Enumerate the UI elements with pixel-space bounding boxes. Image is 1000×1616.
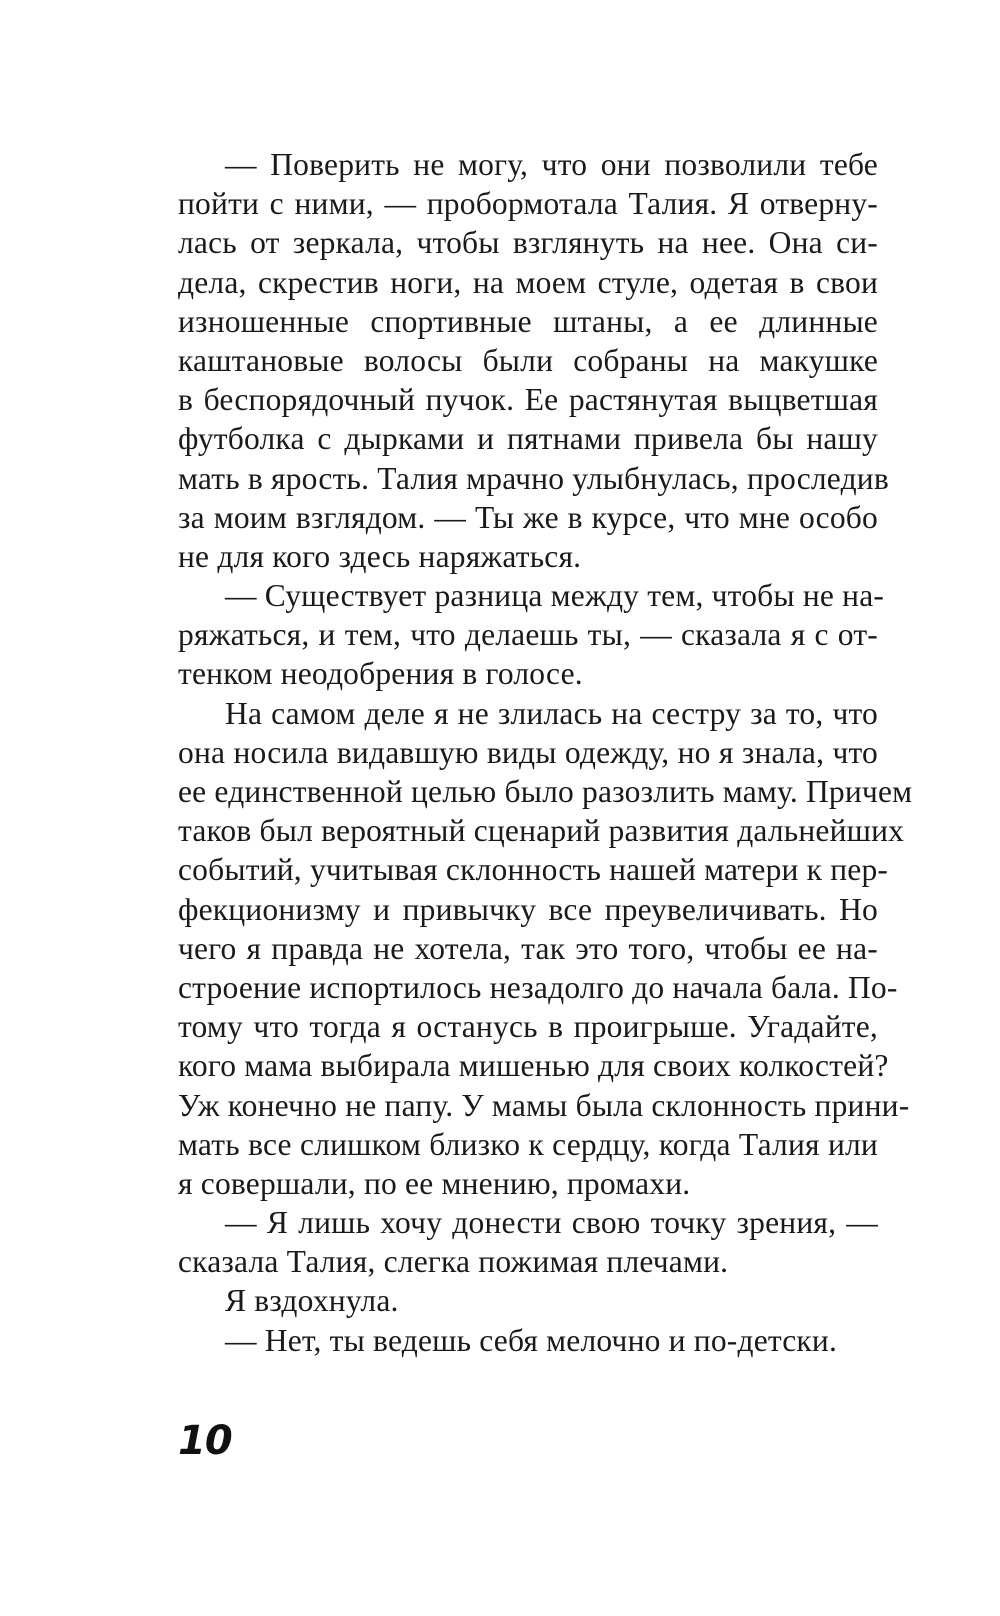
text-line: футболка с дырками и пятнами привела бы нашу	[178, 421, 878, 457]
text-line: мать в ярость. Талия мрачно улыбнулась, проследив	[178, 460, 889, 496]
page-body-text	[178, 145, 913, 1360]
text-line: мать все слишком близко к сердцу, когда Талия или	[178, 1126, 878, 1162]
text-line: тенком неодобрения в голосе.	[178, 656, 583, 692]
text-line: таков был вероятный сценарий развития дальнейших	[178, 813, 905, 849]
text-line: строение испортилось незадолго до начала бала. По-	[178, 969, 898, 1005]
text-line: я совершали, по ее мнению, промахи.	[178, 1165, 691, 1201]
text-line: — Существует разница между тем, чтобы не на-	[225, 578, 885, 614]
text-line: Уж конечно не папу. У мамы была склонность прини-	[178, 1087, 910, 1123]
text-line: ее единственной целью было разозлить маму. Причем	[178, 774, 913, 809]
text-line: Я вздохнула.	[225, 1283, 399, 1319]
text-line: — Я лишь хочу донести свою точку зрения, —	[225, 1205, 878, 1241]
text-line: — Нет, ты ведешь себя мелочно и по-детски.	[225, 1322, 838, 1358]
text-line: кого мама выбирала мишенью для своих колкостей?	[178, 1048, 889, 1084]
text-line: не для кого здесь наряжаться.	[178, 538, 582, 574]
text-line: чего я правда не хотела, так это того, чтобы ее на-	[178, 930, 878, 966]
text-line: дела, скрестив ноги, на моем стуле, одетая в свои	[178, 264, 878, 300]
text-line: сказала Талия, слегка пожимая плечами.	[178, 1244, 729, 1280]
text-line: На самом деле я не злилась на сестру за то, что	[225, 695, 878, 731]
text-line: за моим взглядом. — Ты же в курсе, что мне особо	[178, 499, 878, 535]
text-line: фекционизму и привычку все преувеличивать. Но	[178, 891, 878, 927]
text-line: лась от зеркала, чтобы взглянуть на нее. Она си-	[178, 225, 878, 261]
text-line: изношенные спортивные штаны, а ее длинные	[178, 303, 878, 339]
text-line: тому что тогда я останусь в проигрыше. Угадайте,	[178, 1009, 878, 1045]
page-number: 10	[178, 1418, 232, 1464]
text-line: в беспорядочный пучок. Ее растянутая выцветшая	[178, 382, 878, 418]
text-line: событий, учитывая склонность нашей матери к пер-	[178, 852, 889, 888]
text-line: пойти с ними, — пробормотала Талия. Я отверну-	[178, 186, 878, 222]
text-line: — Поверить не могу, что они позволили тебе	[225, 147, 878, 182]
text-line: каштановые волосы были собраны на макушке	[178, 342, 878, 378]
text-line: она носила видавшую виды одежду, но я знала, что	[178, 734, 878, 770]
text-line: ряжаться, и тем, что делаешь ты, — сказала я с от-	[178, 617, 878, 653]
